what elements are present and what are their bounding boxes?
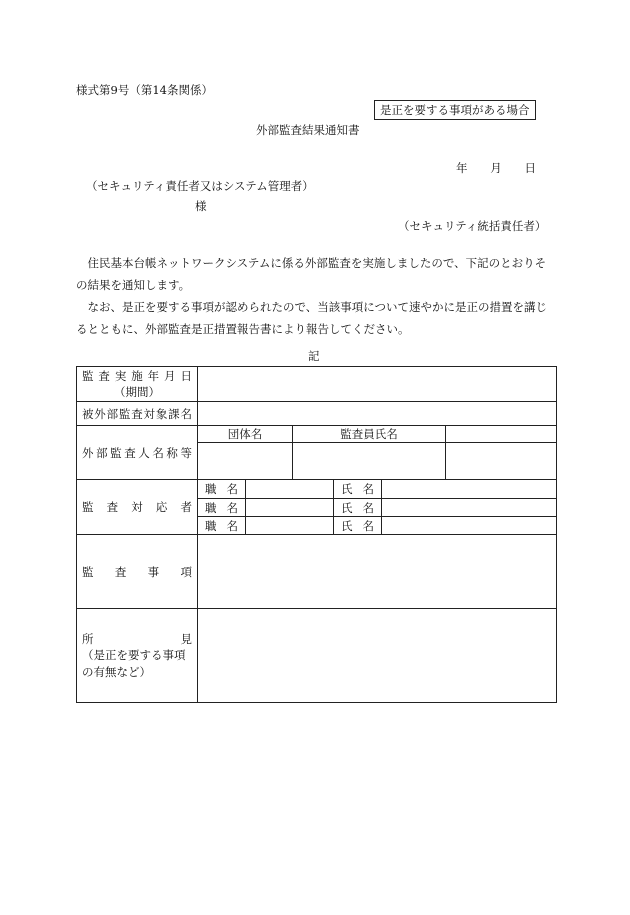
body-text bbox=[76, 252, 556, 340]
table-row bbox=[77, 609, 557, 703]
table-row bbox=[77, 426, 557, 443]
name-label-2: 氏 名 bbox=[334, 499, 382, 517]
period-label-cell bbox=[77, 367, 198, 402]
role-value-1[interactable] bbox=[246, 480, 334, 499]
ki-heading: 記 bbox=[308, 349, 320, 363]
auditor-extra-value[interactable] bbox=[446, 443, 557, 480]
table-row bbox=[77, 480, 557, 499]
audit-result-table bbox=[76, 366, 557, 703]
findings-value[interactable] bbox=[198, 609, 557, 703]
auditor-label: 外部監査人名称等 bbox=[77, 426, 198, 480]
table-row bbox=[77, 367, 557, 402]
findings-sublabel: （是正を要する事項の有無など） bbox=[82, 647, 186, 679]
name-value-3[interactable] bbox=[382, 517, 557, 535]
period-sublabel: （期間） bbox=[114, 385, 160, 399]
body-paragraph-1: 住民基本台帳ネットワークシステムに係る外部監査を実施しましたので、下記のとおりその結果を通知します。 bbox=[76, 256, 547, 292]
findings-label: 所 見 bbox=[82, 631, 192, 646]
name-value-1[interactable] bbox=[382, 480, 557, 499]
auditor-name-value[interactable] bbox=[293, 443, 446, 480]
body-paragraph-2: なお、是正を要する事項が認められたので、当該事項について速やかに是正の措置を講じるとともに、外部監査是正措置報告書により報告してください。 bbox=[76, 300, 548, 336]
document-title: 外部監査結果通知書 bbox=[256, 123, 360, 137]
period-value[interactable] bbox=[198, 367, 557, 402]
respondent-label: 監査対応者 bbox=[77, 480, 198, 535]
role-label-1: 職 名 bbox=[198, 480, 246, 499]
honorific: 様 bbox=[195, 199, 207, 213]
form-reference: 様式第9号（第14条関係） bbox=[76, 83, 213, 97]
role-label-3: 職 名 bbox=[198, 517, 246, 535]
case-box: 是正を要する事項がある場合 bbox=[374, 100, 536, 120]
sender: （セキュリティ統括責任者） bbox=[398, 219, 547, 233]
department-label: 被外部監査対象課名 bbox=[77, 402, 198, 426]
date-month: 月 bbox=[490, 161, 502, 175]
audit-items-label: 監査事項 bbox=[77, 535, 198, 609]
organization-value[interactable] bbox=[198, 443, 293, 480]
role-value-3[interactable] bbox=[246, 517, 334, 535]
table-row bbox=[77, 402, 557, 426]
addressee: （セキュリティ責任者又はシステム管理者） bbox=[86, 179, 314, 193]
date-year: 年 bbox=[456, 161, 468, 175]
role-value-2[interactable] bbox=[246, 499, 334, 517]
period-label: 監 査 実 施 年 月 日 bbox=[82, 369, 192, 383]
findings-label-cell bbox=[77, 609, 198, 703]
date-line bbox=[456, 160, 536, 176]
name-label-1: 氏 名 bbox=[334, 480, 382, 499]
organization-header: 団体名 bbox=[198, 426, 293, 443]
audit-items-value[interactable] bbox=[198, 535, 557, 609]
name-value-2[interactable] bbox=[382, 499, 557, 517]
table-row bbox=[77, 535, 557, 609]
role-label-2: 職 名 bbox=[198, 499, 246, 517]
department-value[interactable] bbox=[198, 402, 557, 426]
auditor-extra-header bbox=[446, 426, 557, 443]
name-label-3: 氏 名 bbox=[334, 517, 382, 535]
auditor-name-header: 監査員氏名 bbox=[293, 426, 446, 443]
date-day: 日 bbox=[524, 161, 536, 175]
